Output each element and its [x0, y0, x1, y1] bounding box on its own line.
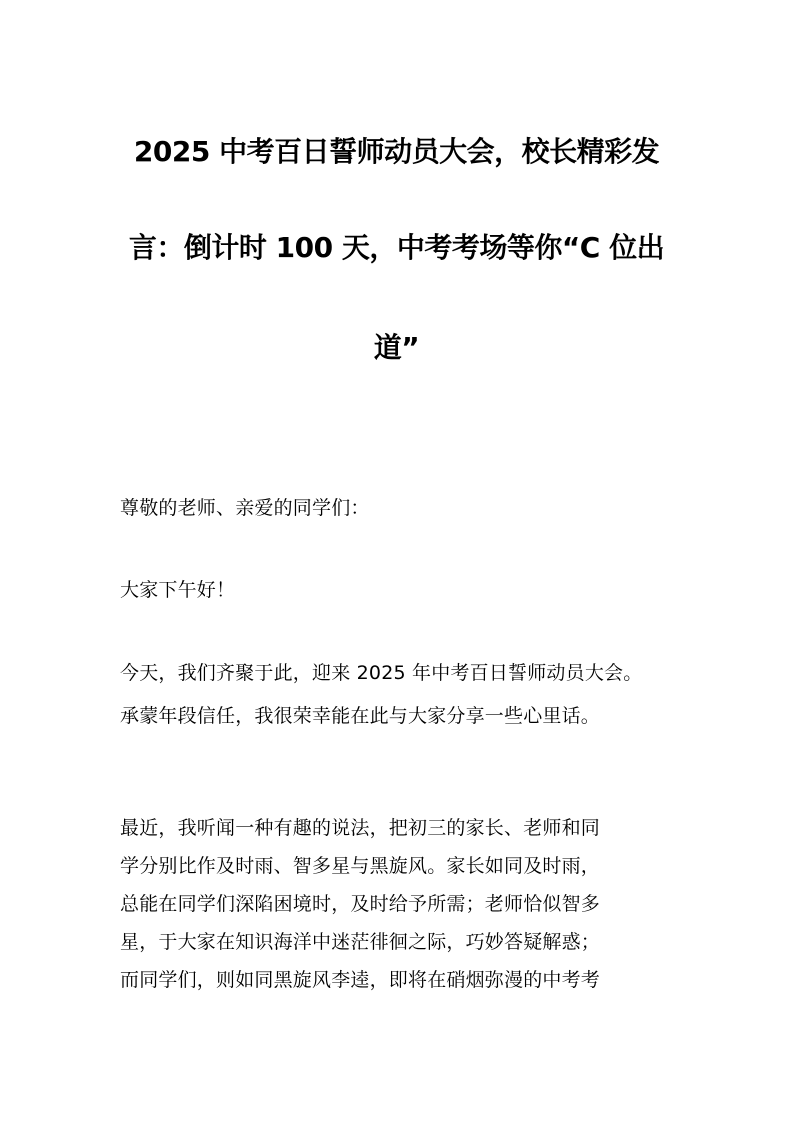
salutation: 尊敬的老师、亲爱的同学们：: [120, 497, 370, 519]
paragraph-1-line: 承蒙年段信任，我很荣幸能在此与大家分享一些心里话。: [120, 705, 601, 727]
paragraph-1-line: 今天，我们齐聚于此，迎来 2025 年中考百日誓师动员大会。: [120, 662, 643, 684]
title-line-1: 2025 中考百日誓师动员大会，校长精彩发: [133, 135, 660, 168]
paragraph-2-line: 星，于大家在知识海洋中迷茫徘徊之际，巧妙答疑解惑；: [120, 931, 601, 953]
paragraph-2-line: 总能在同学们深陷困境时，及时给予所需；老师恰似智多: [120, 893, 601, 915]
paragraph-2-line: 最近，我听闻一种有趣的说法，把初三的家长、老师和同: [120, 817, 601, 839]
greeting: 大家下午好！: [120, 579, 236, 601]
paragraph-2-line: 而同学们，则如同黑旋风李逵，即将在硝烟弥漫的中考考: [120, 969, 601, 991]
title-line-3: 道”: [373, 331, 420, 364]
title-line-2: 言：倒计时 100 天，中考考场等你“C 位出: [128, 231, 665, 264]
paragraph-2-line: 学分别比作及时雨、智多星与黑旋风。家长如同及时雨，: [120, 855, 601, 877]
